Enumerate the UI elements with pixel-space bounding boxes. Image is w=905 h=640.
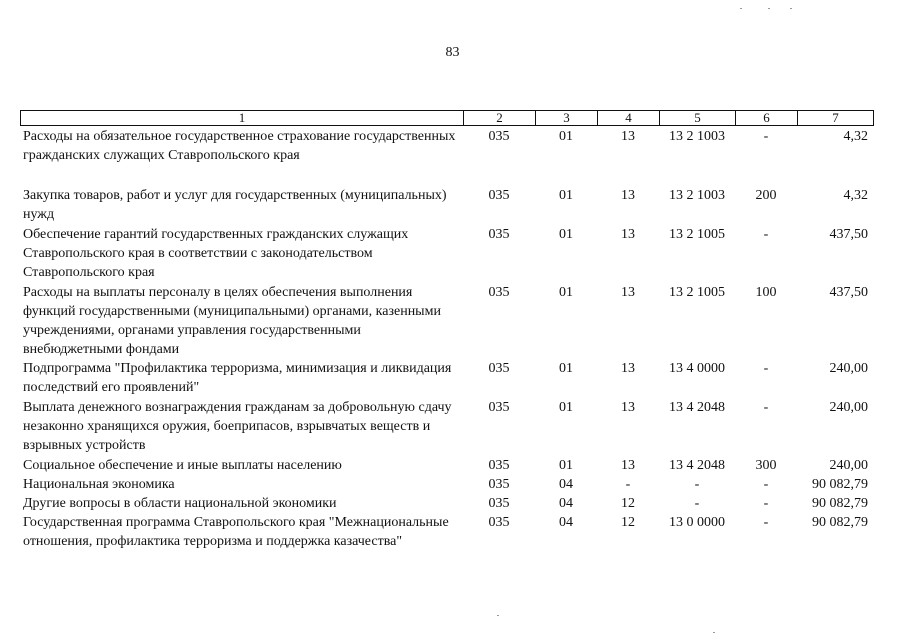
row-col-6: - xyxy=(763,227,769,242)
row-col-3: 01 xyxy=(559,285,573,300)
header-col-2: 2 xyxy=(464,111,536,125)
scan-speck xyxy=(713,632,715,633)
row-col-4: 13 xyxy=(621,361,635,376)
header-col-3: 3 xyxy=(536,111,598,125)
row-col-2: 035 xyxy=(488,400,510,415)
row-col-4: - xyxy=(625,477,631,492)
page-number: 83 xyxy=(445,45,460,60)
row-col-5: 13 0 0000 xyxy=(669,515,725,530)
header-col-4: 4 xyxy=(598,111,660,125)
row-description: Закупка товаров, работ и услуг для государственных (муниципальных) нужд xyxy=(23,188,447,222)
row-col-5: - xyxy=(694,496,700,511)
row-col-2: 035 xyxy=(488,188,510,203)
row-col-7: 437,50 xyxy=(829,285,868,300)
row-description: Социальное обеспечение и иные выплаты населению xyxy=(23,458,342,473)
row-col-7: 240,00 xyxy=(829,361,868,376)
row-col-6: 100 xyxy=(755,285,777,300)
row-description: Другие вопросы в области национальной экономики xyxy=(23,496,337,511)
row-col-2: 035 xyxy=(488,227,510,242)
row-col-5: 13 4 2048 xyxy=(669,458,725,473)
table-header xyxy=(20,110,874,126)
header-col-7: 7 xyxy=(832,110,839,125)
row-col-7: 437,50 xyxy=(829,227,868,242)
row-col-3: 04 xyxy=(559,477,573,492)
row-col-2: 035 xyxy=(488,285,510,300)
row-col-6: 300 xyxy=(755,458,777,473)
row-col-7: 240,00 xyxy=(829,400,868,415)
row-description: Выплата денежного вознаграждения гражданам за добровольную сдачу незаконно хранящихся оружия, боеприпасов, взрывчатых веществ и взрывных устройств xyxy=(23,400,452,453)
scan-speck xyxy=(790,8,792,9)
row-col-7: 4,32 xyxy=(843,129,868,144)
row-col-4: 12 xyxy=(621,496,635,511)
row-col-5: - xyxy=(694,477,700,492)
row-col-3: 01 xyxy=(559,458,573,473)
row-col-2: 035 xyxy=(488,477,510,492)
row-col-7: 4,32 xyxy=(843,188,868,203)
row-col-7: 90 082,79 xyxy=(812,515,868,530)
row-description: Государственная программа Ставропольского края "Межнациональные отношения, профилактика терроризма и поддержка казачества" xyxy=(23,515,449,549)
scan-speck xyxy=(740,8,742,9)
row-col-4: 13 xyxy=(621,227,635,242)
row-col-4: 13 xyxy=(621,400,635,415)
header-col-6: 6 xyxy=(736,111,798,125)
row-col-2: 035 xyxy=(488,458,510,473)
row-col-7: 240,00 xyxy=(829,458,868,473)
row-col-3: 04 xyxy=(559,515,573,530)
row-col-3: 01 xyxy=(559,129,573,144)
scan-speck xyxy=(497,615,499,616)
row-col-5: 13 2 1005 xyxy=(669,285,725,300)
row-description: Расходы на выплаты персоналу в целях обеспечения выполнения функций государственными (муниципальными) органами, казенными учреждениями, органами управления государственными внебюджетными фондами xyxy=(23,285,441,357)
row-col-6: - xyxy=(763,129,769,144)
row-col-5: 13 4 0000 xyxy=(669,361,725,376)
row-col-5: 13 2 1003 xyxy=(669,188,725,203)
header-col-5: 5 xyxy=(660,111,736,125)
row-description: Расходы на обязательное государственное страхование государственных гражданских служащих Ставропольского края xyxy=(23,129,456,163)
row-col-6: - xyxy=(763,400,769,415)
row-col-3: 01 xyxy=(559,188,573,203)
row-col-4: 12 xyxy=(621,515,635,530)
row-col-3: 01 xyxy=(559,361,573,376)
row-col-4: 13 xyxy=(621,188,635,203)
row-col-5: 13 2 1003 xyxy=(669,129,725,144)
row-col-3: 04 xyxy=(559,496,573,511)
row-col-7: 90 082,79 xyxy=(812,496,868,511)
row-col-5: 13 4 2048 xyxy=(669,400,725,415)
header-col-1: 1 xyxy=(21,111,464,125)
scan-speck xyxy=(768,8,770,9)
row-col-2: 035 xyxy=(488,129,510,144)
row-description: Национальная экономика xyxy=(23,477,175,492)
row-description: Обеспечение гарантий государственных гражданских служащих Ставропольского края в соответствии с законодательством Ставропольского края xyxy=(23,227,409,280)
row-col-2: 035 xyxy=(488,496,510,511)
row-col-3: 01 xyxy=(559,227,573,242)
row-col-4: 13 xyxy=(621,285,635,300)
row-col-2: 035 xyxy=(488,361,510,376)
row-col-3: 01 xyxy=(559,400,573,415)
row-col-6: - xyxy=(763,515,769,530)
row-col-2: 035 xyxy=(488,515,510,530)
row-col-5: 13 2 1005 xyxy=(669,227,725,242)
row-col-4: 13 xyxy=(621,458,635,473)
row-col-7: 90 082,79 xyxy=(812,477,868,492)
row-col-6: - xyxy=(763,496,769,511)
row-description: Подпрограмма "Профилактика терроризма, минимизация и ликвидация последствий его проявлений" xyxy=(23,361,452,395)
row-col-4: 13 xyxy=(621,129,635,144)
row-col-6: - xyxy=(763,361,769,376)
row-col-6: - xyxy=(763,477,769,492)
row-col-6: 200 xyxy=(755,188,777,203)
